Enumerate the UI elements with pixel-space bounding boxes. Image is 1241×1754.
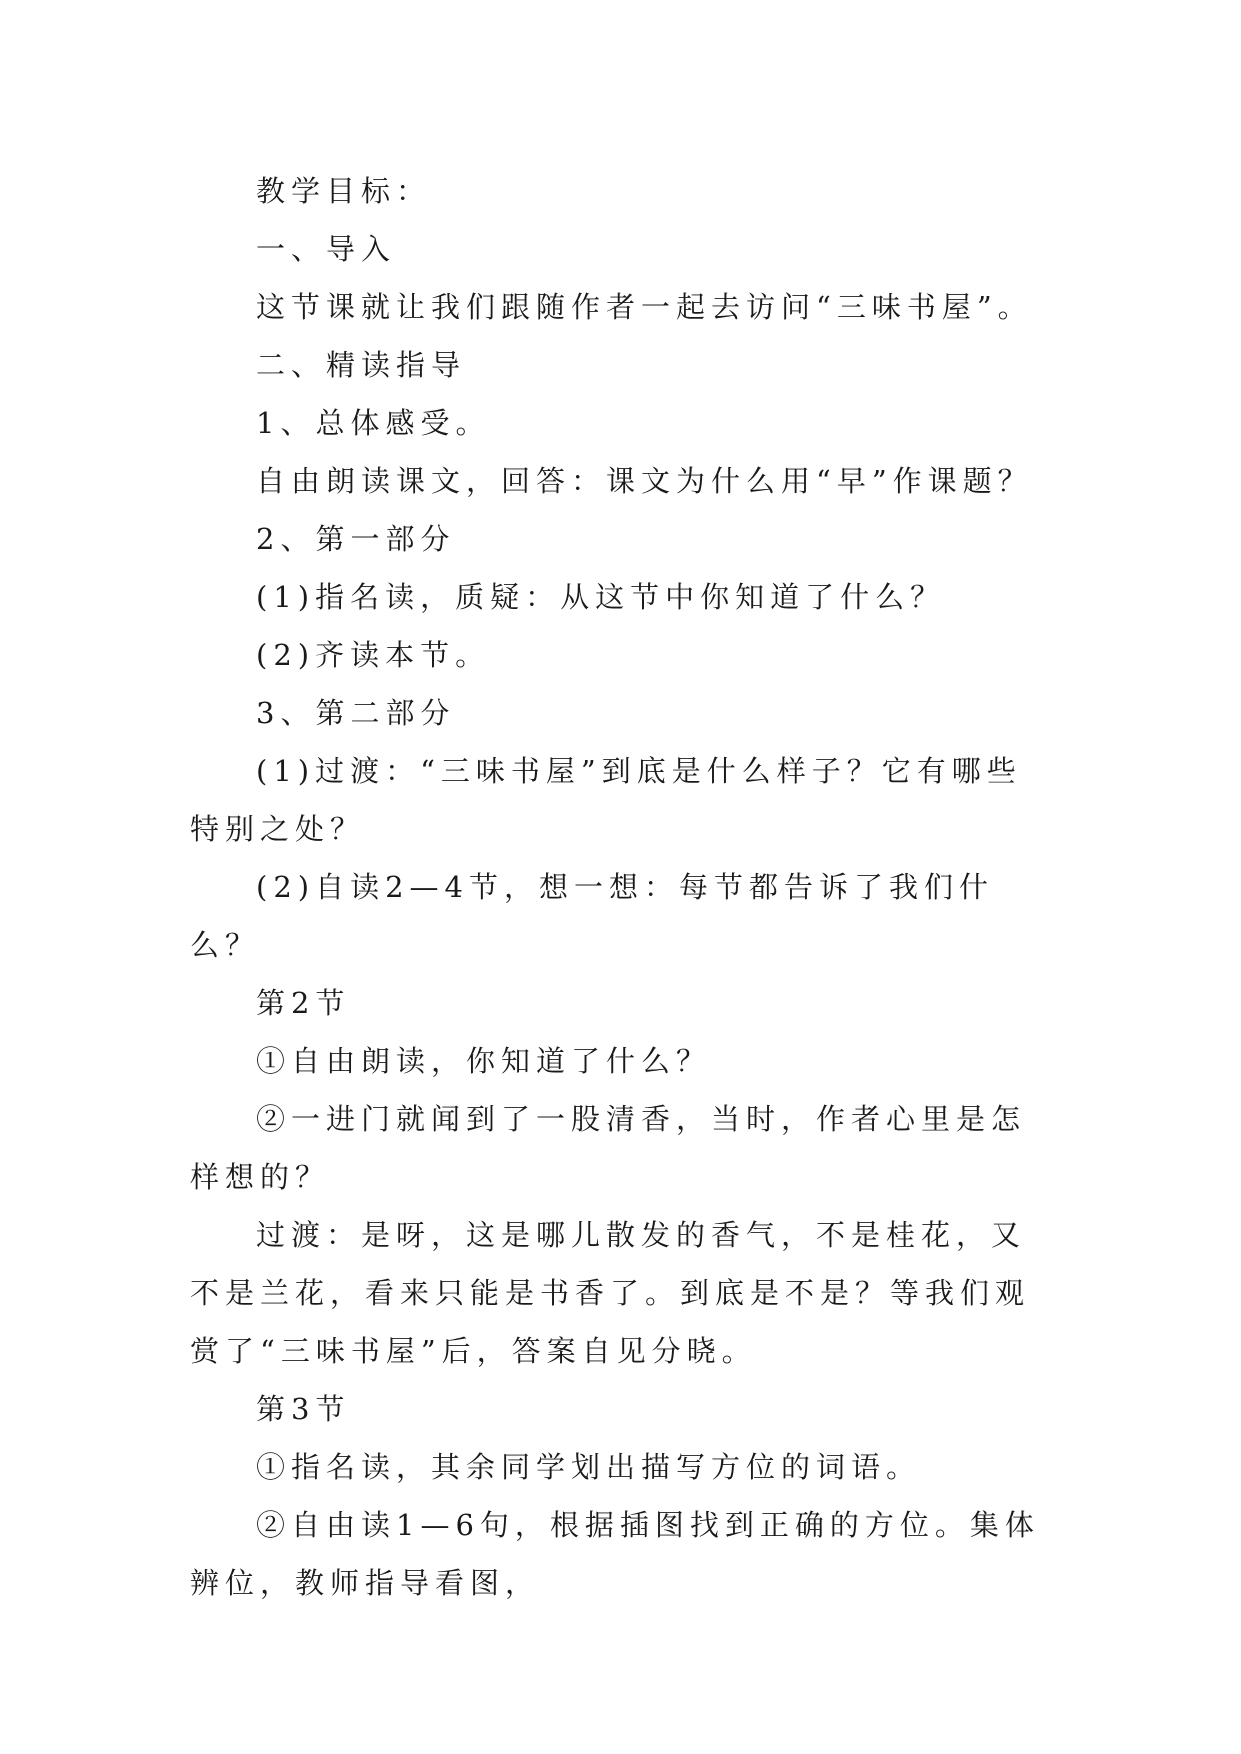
section-heading-intro: 一、导入: [256, 232, 397, 266]
section-label: 第2节: [256, 986, 351, 1020]
list-item: (1)指名读，质疑：从这节中你知道了什么？: [256, 580, 946, 614]
list-item: ②一进门就闻到了一股清香，当时，作者心里是怎样想的？: [190, 1102, 1027, 1194]
paragraph: 过渡：是呀，这是哪儿散发的香气，不是桂花，又不是兰花，看来只能是书香了。到底是不是？等我们观赏了“三味书屋”后，答案自见分晓。: [190, 1218, 1031, 1368]
document-body: [190, 162, 1050, 1612]
section-label: 第3节: [256, 1392, 351, 1426]
list-item: (2)自读2—4节，想一想：每节都告诉了我们什么？: [190, 870, 994, 962]
list-item: (2)齐读本节。: [256, 638, 491, 672]
paragraph: 这节课就让我们跟随作者一起去访问“三味书屋”。: [256, 290, 1033, 324]
list-item: ①指名读，其余同学划出描写方位的词语。: [256, 1450, 922, 1484]
heading-teaching-goals: 教学目标：: [256, 174, 432, 208]
subheading: 2、第一部分: [256, 522, 456, 556]
subheading: 1、总体感受。: [256, 406, 491, 440]
list-item: ②自由读1—6句，根据插图找到正确的方位。集体辨位，教师指导看图，: [190, 1508, 1040, 1600]
list-item: ①自由朗读，你知道了什么？: [256, 1044, 712, 1078]
subheading: 3、第二部分: [256, 696, 456, 730]
section-heading-close-reading: 二、精读指导: [256, 348, 467, 382]
list-item: (1)过渡：“三味书屋”到底是什么样子？它有哪些特别之处？: [190, 754, 1022, 846]
paragraph: 自由朗读课文，回答：课文为什么用“早”作课题？: [256, 464, 1033, 498]
